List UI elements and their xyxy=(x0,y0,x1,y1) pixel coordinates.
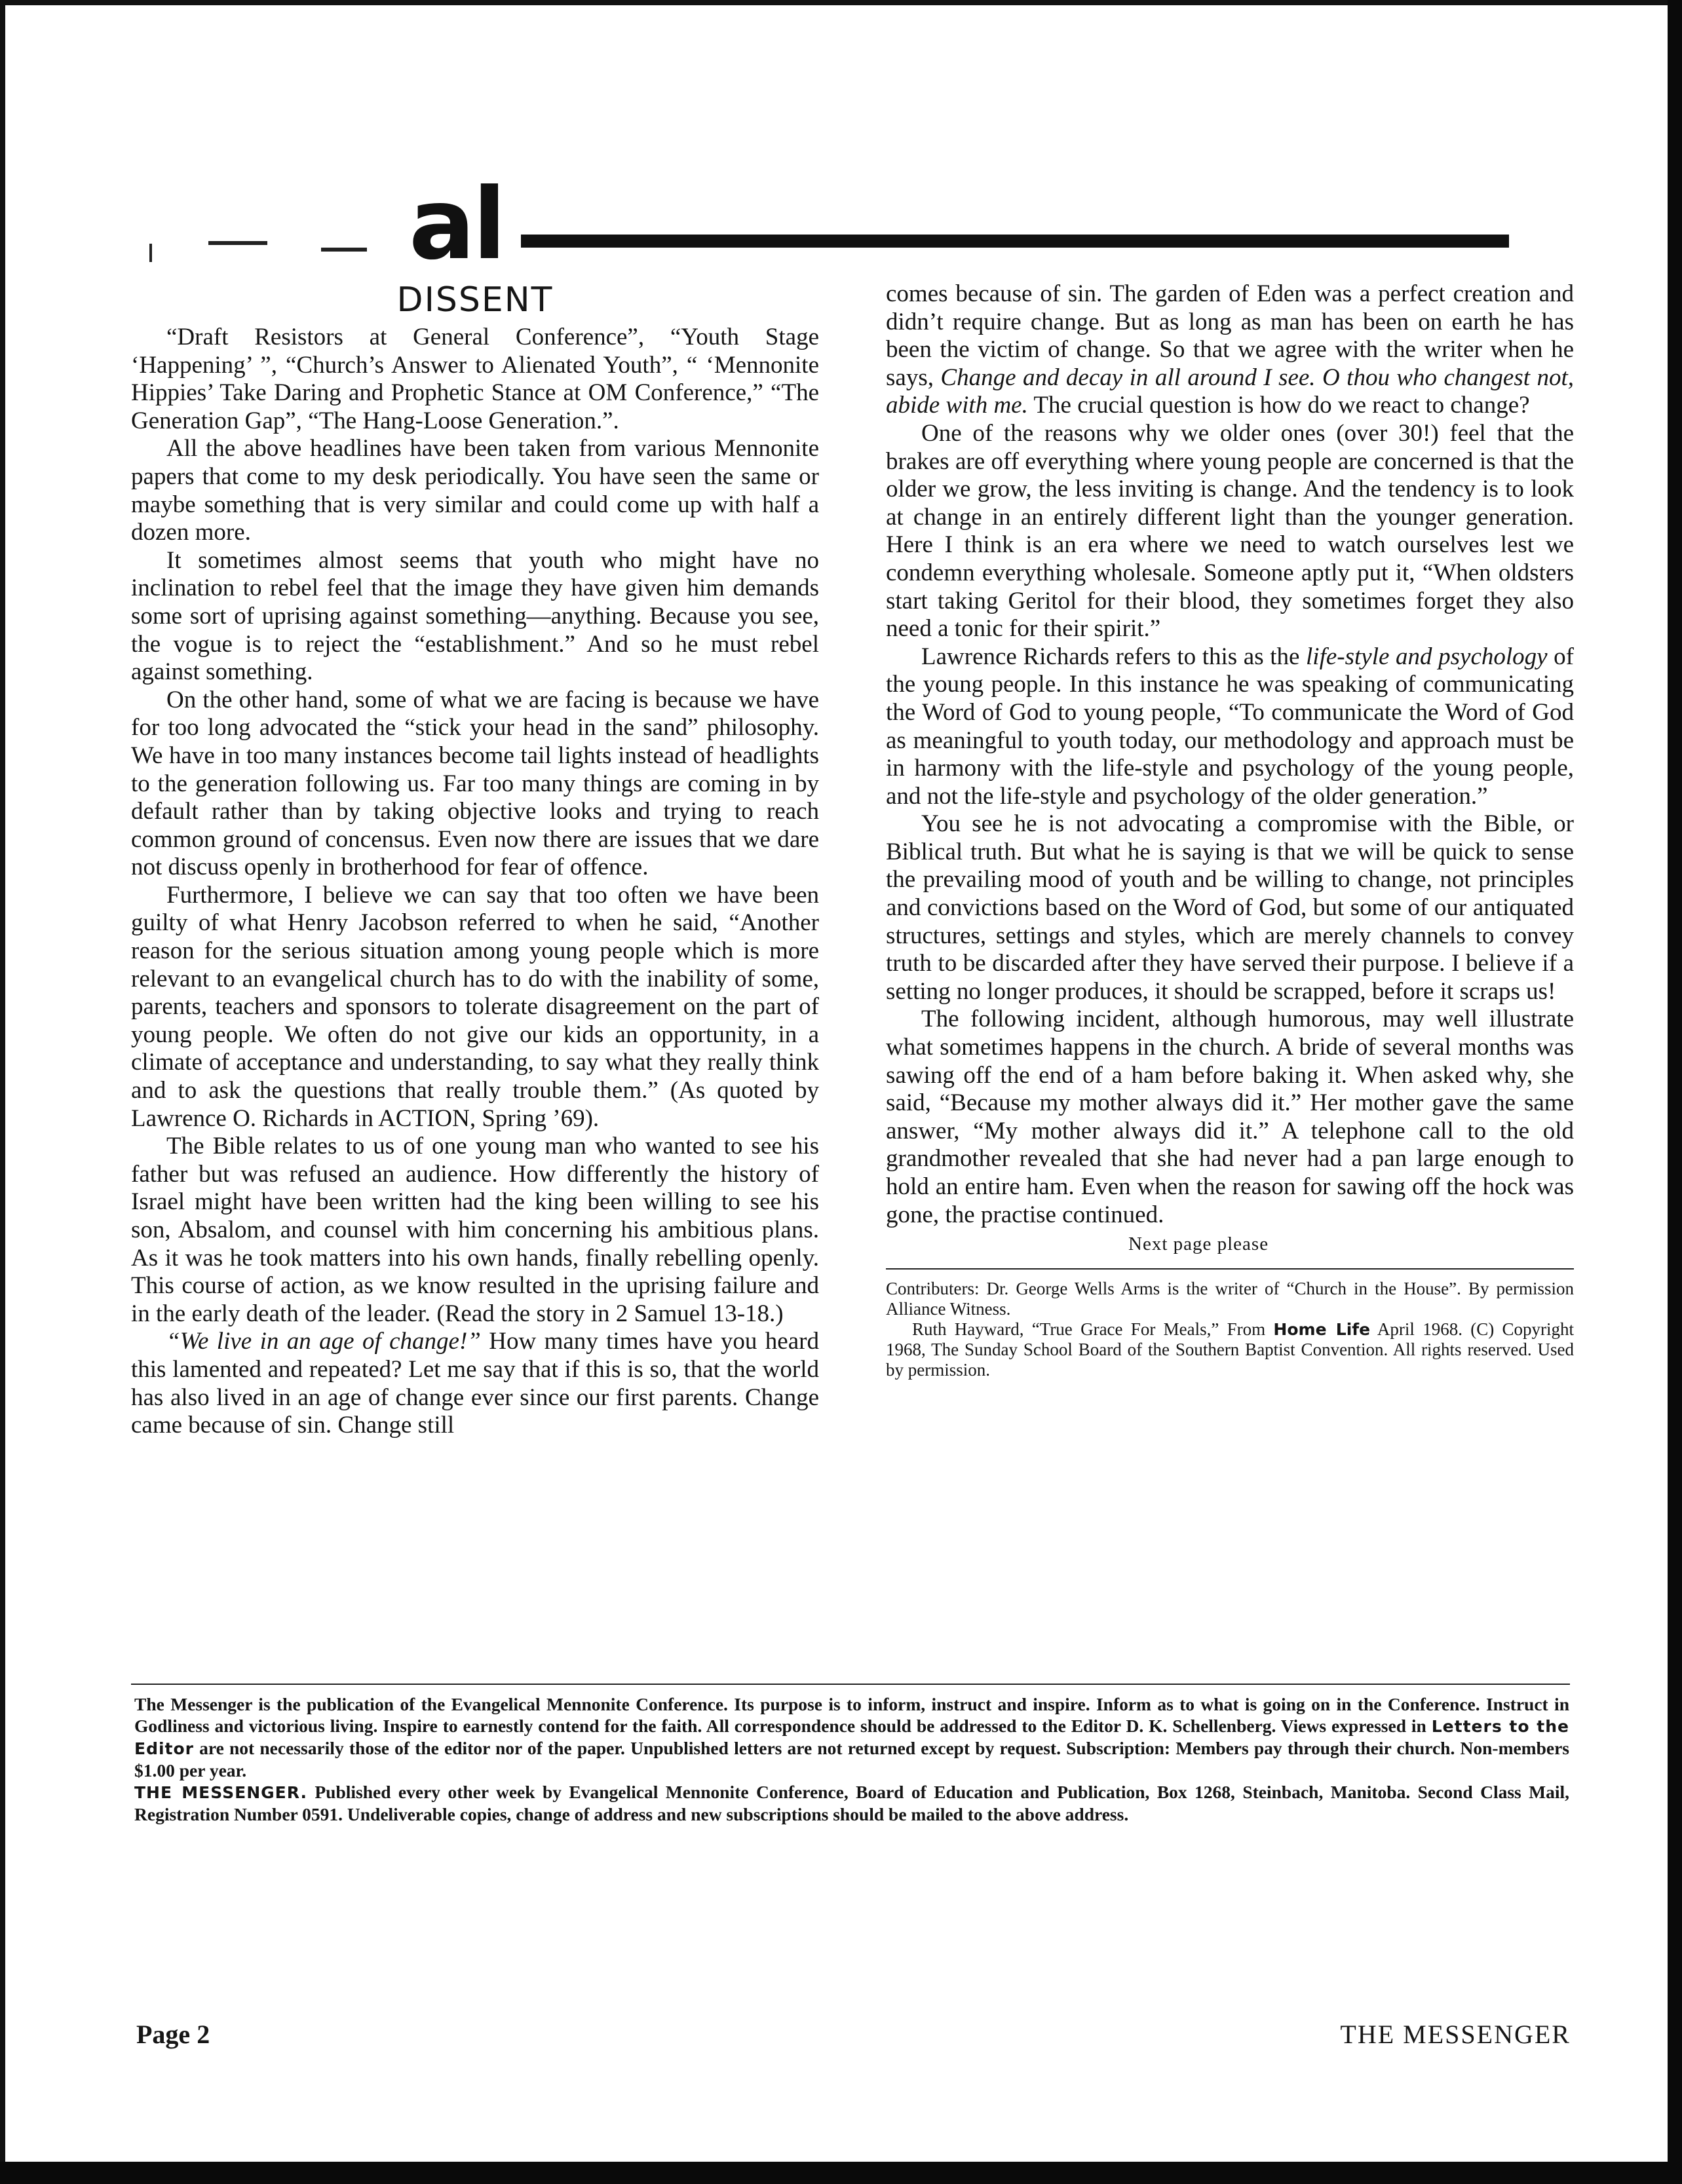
life-style-term: life-style and psychology xyxy=(1306,643,1548,670)
article-paragraph: One of the reasons why we older ones (over 30!) feel that the brakes are off everything where young people are concerned is that the older we grow, the less inviting is change. And the tendency is to look at change in an entirely different light than the younger generation. Here I think is an era where we need to watch ourselves lest we condemn everything wholesale. Someone aptly put it, “When oldsters start taking Geritol for their blood, they sometimes forget they also need a tonic for their spirit.” xyxy=(886,419,1574,643)
scan-edge-bottom xyxy=(0,2162,1682,2184)
footer-publisher xyxy=(134,1781,1569,1825)
change-rest: How many times have you heard this lamented and repeated? Let me say that if this is so, that the world has also lived in an age of change ever since our first parents. Change came because of sin. Change still xyxy=(131,1328,819,1439)
paragraph-text: comes because of sin. The garden of Eden was a perfect creation and didn’t require change. But as long as man has been on earth he has been the victim of change. So that we agree with the writer when he says, xyxy=(886,280,1574,391)
scan-edge-right xyxy=(1668,0,1682,2184)
footer-text: The Messenger is the publication of the Evangelical Mennonite Conference. Its purpose is to inform, instruct and inspire. Inform as to what is going on in the Conference. Instruct in Godliness and victorious living. Inspire to earnestly contend for the faith. All correspondence should be addressed to the Editor D. K. Schellenberg. Views expressed in xyxy=(134,1694,1569,1736)
article-paragraph xyxy=(886,643,1574,811)
publication-footer xyxy=(134,1693,1569,1825)
next-page-note: Next page please xyxy=(1128,1233,1269,1255)
footer-rule xyxy=(131,1684,1570,1685)
article-paragraph: The following incident, although humorous, may well illustrate what sometimes happens in the church. A bride of several months was sawing off the end of a ham before baking it. When asked why, she said, “Because my mother always did it.” Her mother gave the same answer, “My mother always did it.” A telephone call to the old grandmother revealed that she had never had a pan large enough to hold an entire ham. Even when the reason for sawing off the hock was gone, the practise continued. xyxy=(886,1006,1574,1228)
left-column xyxy=(131,280,819,1440)
article-paragraph: On the other hand, some of what we are facing is because we have for too long advocated the “stick your head in the sand” philosophy. We have in too many instances become tail lights instead of headlights to the generation following us. Far too many things are coming in by default rather than by taking objective looks and trying to reach common ground of concensus. Even now there are issues that we dare not discuss openly in brotherhood for fear of offence. xyxy=(131,686,819,881)
paragraph-text: Lawrence Richards refers to this as the xyxy=(921,643,1307,670)
masthead-rule xyxy=(521,235,1509,248)
paragraph-text: The crucial question is how do we react to change? xyxy=(1027,392,1530,419)
masthead-fragment xyxy=(149,168,516,282)
article-paragraph: It sometimes almost seems that youth who might have no inclination to rebel feel that the image they have given him demands some sort of uprising against something—anything. Because you see, the vogue is to reject the “establishment.” And so he must rebel against something. xyxy=(131,546,819,686)
article-paragraph: You see he is not advocating a compromise with the Bible, or Biblical truth. But what he is saying is that we will be quick to sense the prevailing mood of youth and be willing to change, not principles and convictions based on the Word of God, but some of our antiquated structures, settings and styles, which are merely channels to convey truth to be discarded after they have served their purpose. I believe if a setting no longer produces, it should be scrapped, before it scraps us! xyxy=(886,810,1574,1005)
masthead-mark xyxy=(321,248,367,252)
contributor-line xyxy=(886,1319,1574,1380)
masthead-mark xyxy=(208,241,267,245)
footer-statement xyxy=(134,1693,1569,1781)
article-paragraph: “Draft Resistors at General Conference”, “Youth Stage ‘Happening’ ”, “Church’s Answer to Alienated Youth”, “ ‘Mennonite Hippies’ Take Daring and Prophetic Stance at OM Conference,” “The Generation Gap”, “The Hang-Loose Generation.”. xyxy=(131,324,819,434)
masthead-mark xyxy=(149,244,152,262)
paragraph-text: of the young people. In this instance he was speaking of communicating the Word of God to young people, “To communicate the Word of God as meaningful to youth today, our methodology and approach must be in harmony with the life-style and psychology of the young people, and not the life-style and psychology of the older generation.” xyxy=(886,643,1574,810)
contributors-note xyxy=(886,1279,1574,1380)
masthead-letters: al xyxy=(409,168,504,282)
article-paragraph: All the above headlines have been taken from various Mennonite papers that come to my desk periodically. You have seen the same or maybe something that is very similar and could come up with half a dozen more. xyxy=(131,435,819,546)
contributors-rule xyxy=(886,1268,1574,1270)
article-paragraph xyxy=(131,1328,819,1439)
contributor-text: April 1968. (C) Copyright 1968, The Sunday School Board of the Southern Baptist Convention. All rights reserved. Used by permission. xyxy=(886,1319,1575,1380)
contributor-text: Ruth Hayward, “True Grace For Meals,” From xyxy=(912,1319,1274,1340)
page-number: Page 2 xyxy=(136,2020,210,2049)
change-quote: “We live in an age of change!” xyxy=(166,1328,481,1355)
footer-title: THE MESSENGER. xyxy=(134,1783,307,1802)
contributor-line: Contributers: Dr. George Wells Arms is the writer of “Church in the House”. By permission Alliance Witness. xyxy=(886,1279,1574,1319)
article-paragraph: Furthermore, I believe we can say that too often we have been guilty of what Henry Jacobson referred to when he said, “Another reason for the serious situation among young people which is more relevant to an evangelical church has to do with the inability of some, parents, teachers and sponsors to tolerate disagreement on the part of young people. We often do not give our kids an opportunity, in a climate of acceptance and understanding, to say what they really think and to ask the questions that really trouble them.” (As quoted by Lawrence O. Richards in ACTION, Spring ’69). xyxy=(131,881,819,1132)
scan-edge-top xyxy=(0,0,1682,5)
home-life-title: Home Life xyxy=(1273,1320,1371,1340)
letters-to-editor: Letters to the Editor xyxy=(134,1717,1569,1758)
article-paragraph: The Bible relates to us of one young man who wanted to see his father but was refused an audience. How differently the history of Israel might have been written had the king been willing to see his son, Absalom, and counsel with him concerning his ambitious plans. As it was he took matters into his own hands, finally rebelling openly. This course of action, as we know resulted in the uprising failure and in the early death of the leader. (Read the story in 2 Samuel 13-18.) xyxy=(131,1133,819,1327)
footer-text: are not necessarily those of the editor nor of the paper. Unpublished letters are not returned except by request. Subscription: Members pay through their church. Non-members $1.00 per year. xyxy=(134,1738,1569,1780)
right-column xyxy=(886,280,1574,1380)
hymn-quote: Change and decay in all around I see. O thou who changest not, abide with me. xyxy=(886,364,1574,419)
scan-edge-left xyxy=(0,0,5,2184)
footer-text: Published every other week by Evangelical Mennonite Conference, Board of Education and Publication, Box 1268, Steinbach, Manitoba. Second Class Mail, Registration Number 0591. Undeliverable copies, change of address and new subscriptions should be mailed to the above address. xyxy=(134,1782,1569,1824)
article-headline: DISSENT xyxy=(396,280,554,320)
article-paragraph xyxy=(886,280,1574,420)
publication-name: THE MESSENGER xyxy=(1340,2020,1571,2049)
